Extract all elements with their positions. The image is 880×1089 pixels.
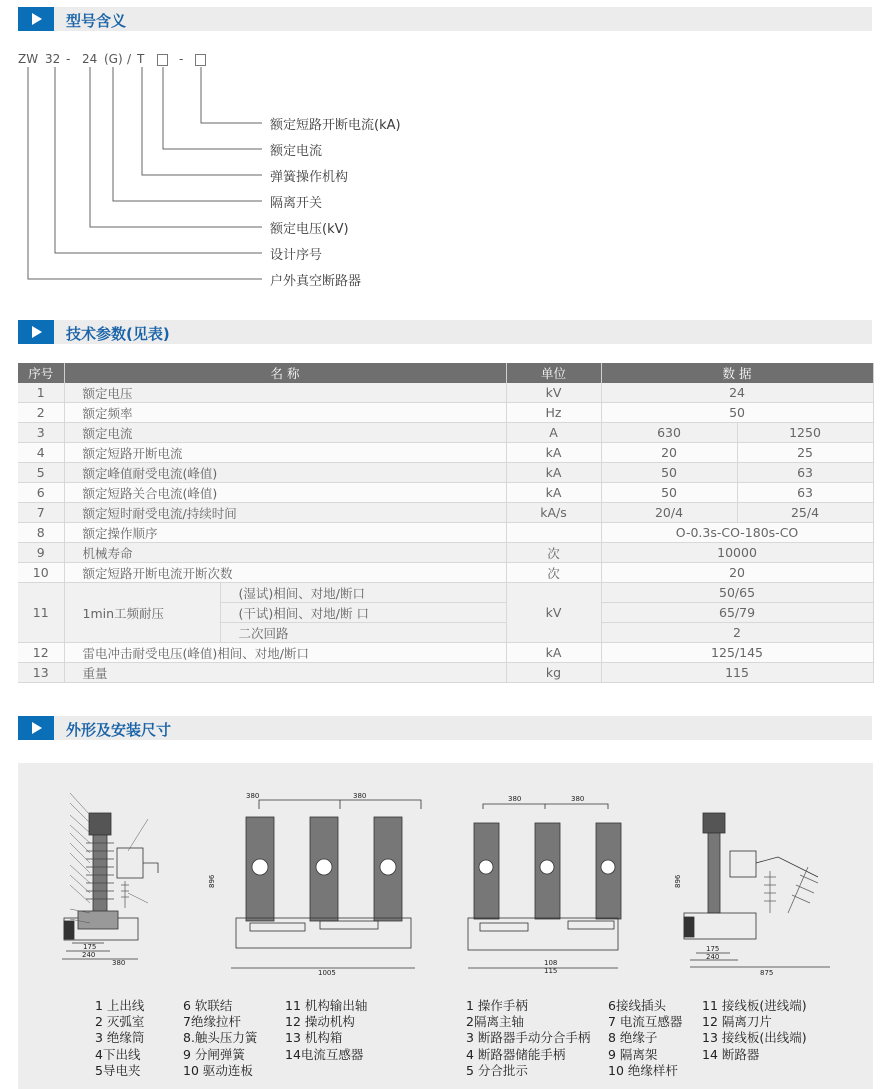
model-code-leaders xyxy=(0,0,880,300)
section-header-dims xyxy=(18,716,872,740)
section-title: 外形及安装尺寸 xyxy=(66,721,172,739)
table-row: 4 额定短路开断电流 kA 20 25 xyxy=(18,443,873,463)
legend-1-col-1: 1 上出线 2 灭弧室 3 绝缘筒 4下出线 5导电夹 xyxy=(95,998,145,1078)
code-dash: - xyxy=(66,52,71,66)
table-row: 6 额定短路关合电流(峰值) kA 50 63 xyxy=(18,483,873,503)
front-view-drawing-3 xyxy=(468,795,621,975)
section-title: 型号含义 xyxy=(66,12,127,30)
section-title: 技术参数(见表) xyxy=(66,325,170,343)
header-data: 数 据 xyxy=(601,363,873,383)
table-row: 10 额定短路开断电流开断次数 次 20 xyxy=(18,563,873,583)
table-row: 11 1min工频耐压 (湿试)相间、对地/断口 kV 50/65 xyxy=(18,583,873,603)
code-dash-2: - xyxy=(179,52,184,66)
table-row: 12 雷电冲击耐受电压(峰值)相间、对地/断口 kA 125/145 xyxy=(18,643,873,663)
dimension-drawings-panel xyxy=(18,763,873,1089)
front-view-drawing-2 xyxy=(208,792,421,977)
legend-2-col-1: 1 操作手柄 2隔离主轴 3 断路器手动分合手柄 4 断路器储能手柄 5 分合批示 xyxy=(466,998,591,1078)
side-view-drawing-4 xyxy=(674,813,830,977)
legend-1-col-2: 6 软联结 7绝缘拉杆 8.触头压力簧 9 分闸弹簧 10 驱动连板 xyxy=(183,998,258,1078)
svg-text:108: 108 xyxy=(544,959,558,967)
table-row: 1 额定电压 kV 24 xyxy=(18,383,873,403)
header-unit: 单位 xyxy=(506,363,601,383)
spec-table xyxy=(18,363,874,683)
model-label-breaking-current: 额定短路开断电流(kA) xyxy=(270,118,401,133)
legend-1-col-3: 11 机构输出轴 12 操动机构 13 机构箱 14电流互感器 xyxy=(285,998,368,1062)
svg-text:875: 875 xyxy=(760,969,774,977)
play-icon xyxy=(18,320,54,344)
svg-text:896: 896 xyxy=(208,874,216,888)
table-row: 二次回路 2 xyxy=(18,623,873,643)
svg-text:1005: 1005 xyxy=(318,969,336,977)
technical-drawings xyxy=(18,763,873,993)
table-row: 8 额定操作顺序 O-0.3s-CO-180s-CO xyxy=(18,523,873,543)
svg-text:115: 115 xyxy=(544,967,558,975)
code-32: 32 xyxy=(45,52,61,66)
table-row: 7 额定短时耐受电流/持续时间 kA/s 20/4 25/4 xyxy=(18,503,873,523)
legend-2-col-2: 6接线插头 7 电流互感器 8 绝缘子 9 隔离架 10 绝缘样杆 xyxy=(608,998,683,1078)
model-label-design-no: 设计序号 xyxy=(270,248,323,263)
model-label-outdoor-breaker: 户外真空断路器 xyxy=(270,274,362,289)
svg-text:380: 380 xyxy=(508,795,522,803)
model-label-isolating-switch: 隔离开关 xyxy=(270,196,323,211)
code-24: 24 xyxy=(82,52,98,66)
code-zw: ZW xyxy=(18,52,39,66)
table-row: 3 额定电流 A 630 1250 xyxy=(18,423,873,443)
model-label-rated-current: 额定电流 xyxy=(270,144,323,159)
svg-text:380: 380 xyxy=(246,792,260,800)
code-slash: / xyxy=(127,52,132,66)
svg-text:240: 240 xyxy=(706,953,720,961)
svg-text:380: 380 xyxy=(112,959,126,967)
svg-text:175: 175 xyxy=(706,945,720,953)
section-header-params xyxy=(18,320,872,344)
table-row: 5 额定峰值耐受电流(峰值) kA 50 63 xyxy=(18,463,873,483)
table-row: 9 机械寿命 次 10000 xyxy=(18,543,873,563)
header-no: 序号 xyxy=(18,363,64,383)
table-row: 2 额定频率 Hz 50 xyxy=(18,403,873,423)
legend-2-col-3: 11 接线板(进线端) 12 隔离刀片 13 接线板(出线端) 14 断路器 xyxy=(702,998,807,1062)
svg-text:175: 175 xyxy=(83,943,97,951)
table-row: (干试)相间、对地/断 口 65/79 xyxy=(18,603,873,623)
code-t: T xyxy=(137,52,145,66)
table-row: 13 重量 kg 115 xyxy=(18,663,873,683)
svg-text:380: 380 xyxy=(571,795,585,803)
side-view-drawing-1 xyxy=(62,793,158,967)
svg-text:240: 240 xyxy=(82,951,96,959)
model-label-rated-voltage: 额定电压(kV) xyxy=(270,222,349,237)
model-label-spring-mechanism: 弹簧操作机构 xyxy=(270,170,349,185)
header-name: 名 称 xyxy=(64,363,506,383)
svg-text:380: 380 xyxy=(353,792,367,800)
code-g: (G) xyxy=(104,52,123,66)
svg-text:896: 896 xyxy=(674,874,682,888)
play-icon xyxy=(18,716,54,740)
